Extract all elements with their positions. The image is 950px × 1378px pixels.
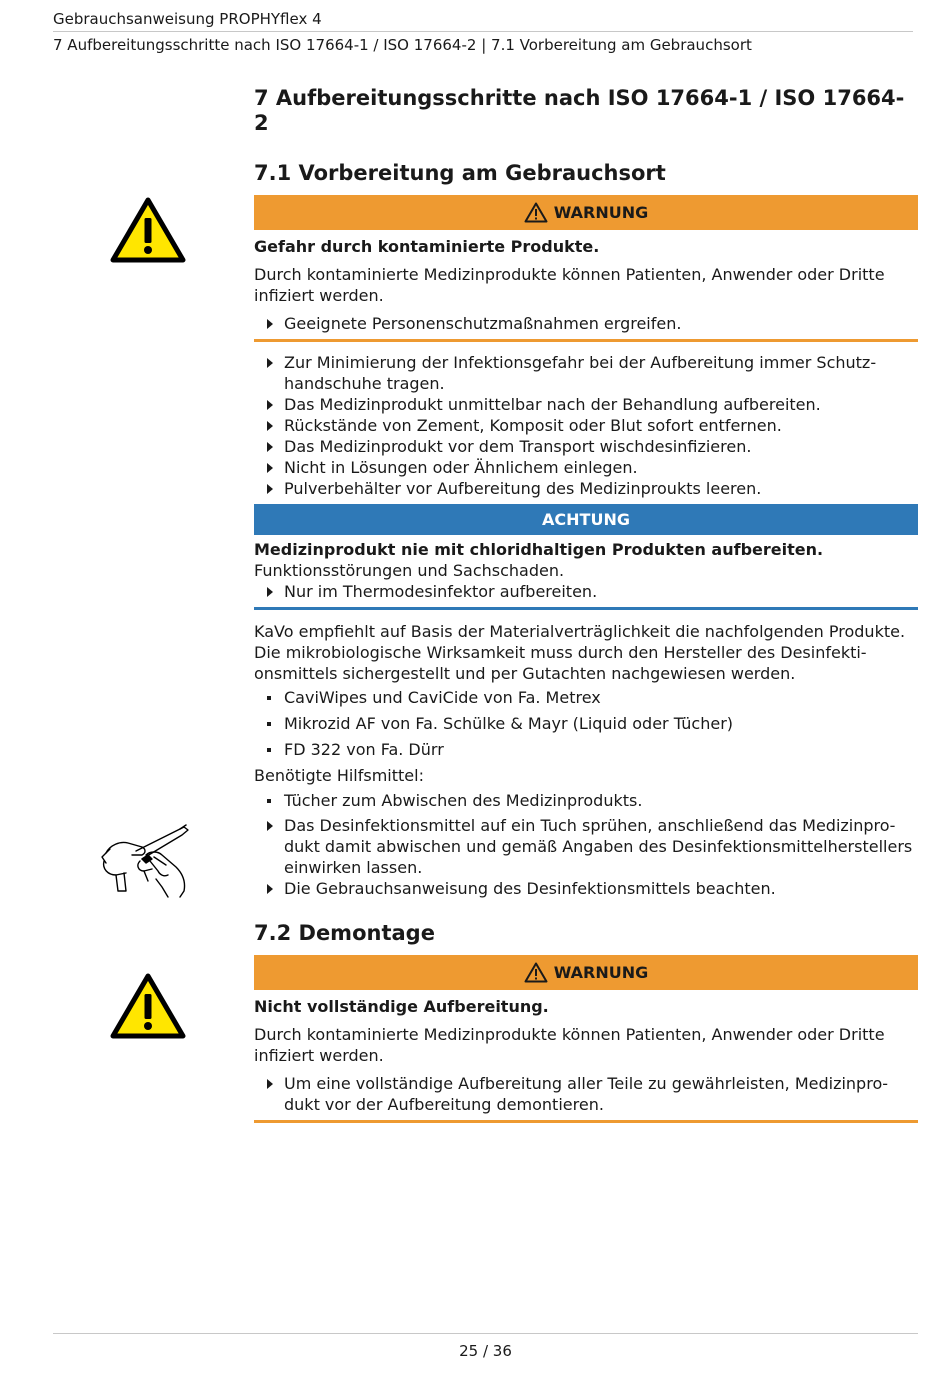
aids-label: Benötigte Hilfsmittel: bbox=[254, 766, 424, 785]
list-item: Tücher zum Abwischen des Medizinprodukts. bbox=[254, 790, 918, 811]
preparation-steps-list bbox=[254, 352, 918, 499]
notice-text: Funktionsstörungen und Sachschaden. bbox=[254, 561, 565, 580]
recommendation-text: KaVo empfiehlt auf Basis der Materialverträglichkeit die nachfolgenden Produkte. Die mikrobiologische Wirksamkeit muss durch den Hersteller des Desinfektionsmittels sichergestellt und per Gutachten nachgewiesen werden. bbox=[254, 622, 906, 683]
section-title-7-1: 7.1 Vorbereitung am Gebrauchsort bbox=[254, 161, 666, 185]
list-item: CaviWipes und CaviCide von Fa. Metrex bbox=[254, 687, 918, 708]
list-item: Geeignete Personenschutzmaßnahmen ergreifen. bbox=[254, 313, 918, 334]
list-item: Zur Minimierung der Infektionsgefahr bei der Aufbereitung immer Schutzhandschuhe tragen. bbox=[254, 352, 918, 394]
notice-action-list bbox=[254, 581, 918, 602]
warning-action-list bbox=[254, 313, 918, 334]
page-footer bbox=[53, 1333, 918, 1360]
page-number: 25 / 36 bbox=[459, 1342, 512, 1360]
warning-label: WARNUNG bbox=[553, 963, 649, 982]
list-item: Das Medizinprodukt vor dem Transport wischdesinfizieren. bbox=[254, 436, 918, 457]
list-item: Nicht in Lösungen oder Ähnlichem einlegen. bbox=[254, 457, 918, 478]
list-item: Um eine vollständige Aufbereitung aller Teile zu gewährleisten, Medizinprodukt vor der Aufbereitung demontieren. bbox=[254, 1073, 918, 1115]
warning-triangle-icon bbox=[110, 973, 186, 1039]
aids-list bbox=[254, 790, 918, 811]
warning-banner bbox=[254, 955, 918, 990]
warning-banner bbox=[254, 195, 918, 230]
list-item: Pulverbehälter vor Aufbereitung des Medizinproukts leeren. bbox=[254, 478, 918, 499]
section-title-7-2: 7.2 Demontage bbox=[254, 921, 435, 945]
warning-headline: Gefahr durch kontaminierte Produkte. bbox=[254, 237, 600, 256]
notice-label: ACHTUNG bbox=[542, 510, 630, 529]
wipe-steps-list bbox=[254, 815, 918, 899]
warning-triangle-icon bbox=[524, 962, 548, 983]
list-item: Mikrozid AF von Fa. Schülke & Mayr (Liquid oder Tücher) bbox=[254, 713, 918, 734]
product-list bbox=[254, 687, 918, 760]
warning-triangle-icon bbox=[110, 197, 186, 263]
document-title: Gebrauchsanweisung PROPHYflex 4 bbox=[53, 10, 322, 28]
notice-headline: Medizinprodukt nie mit chloridhaltigen Produkten aufbereiten. bbox=[254, 540, 824, 559]
list-item: Das Desinfektionsmittel auf ein Tuch sprühen, anschließend das Medizinprodukt damit abwischen und gemäß Angaben des Desinfektionsmittelherstellers einwirken lassen. bbox=[254, 815, 918, 878]
list-item: FD 322 von Fa. Dürr bbox=[254, 739, 918, 760]
chapter-title: 7 Aufbereitungsschritte nach ISO 17664-1 / ISO 17664-2 bbox=[254, 86, 905, 135]
main-content bbox=[254, 86, 918, 1123]
hands-wiping-instrument-icon bbox=[96, 821, 200, 901]
list-item: Rückstände von Zement, Komposit oder Blut sofort entfernen. bbox=[254, 415, 918, 436]
notice-end-rule bbox=[254, 607, 918, 610]
warning-text: Durch kontaminierte Medizinprodukte können Patienten, Anwender oder Dritte infiziert werden. bbox=[254, 1025, 885, 1065]
warning-text: Durch kontaminierte Medizinprodukte können Patienten, Anwender oder Dritte infiziert werden. bbox=[254, 265, 885, 305]
list-item: Die Gebrauchsanweisung des Desinfektionsmittels beachten. bbox=[254, 878, 918, 899]
warning-action-list bbox=[254, 1073, 918, 1115]
breadcrumb: 7 Aufbereitungsschritte nach ISO 17664-1 / ISO 17664-2 | 7.1 Vorbereitung am Gebrauchsort bbox=[53, 36, 752, 54]
warning-end-rule bbox=[254, 1120, 918, 1123]
warning-label: WARNUNG bbox=[553, 203, 649, 222]
header-divider bbox=[53, 31, 913, 32]
warning-headline: Nicht vollständige Aufbereitung. bbox=[254, 997, 549, 1016]
warning-end-rule bbox=[254, 339, 918, 342]
list-item: Das Medizinprodukt unmittelbar nach der Behandlung aufbereiten. bbox=[254, 394, 918, 415]
list-item: Nur im Thermodesinfektor aufbereiten. bbox=[254, 581, 918, 602]
warning-triangle-icon bbox=[524, 202, 548, 223]
page-header bbox=[53, 8, 913, 56]
notice-banner bbox=[254, 504, 918, 535]
